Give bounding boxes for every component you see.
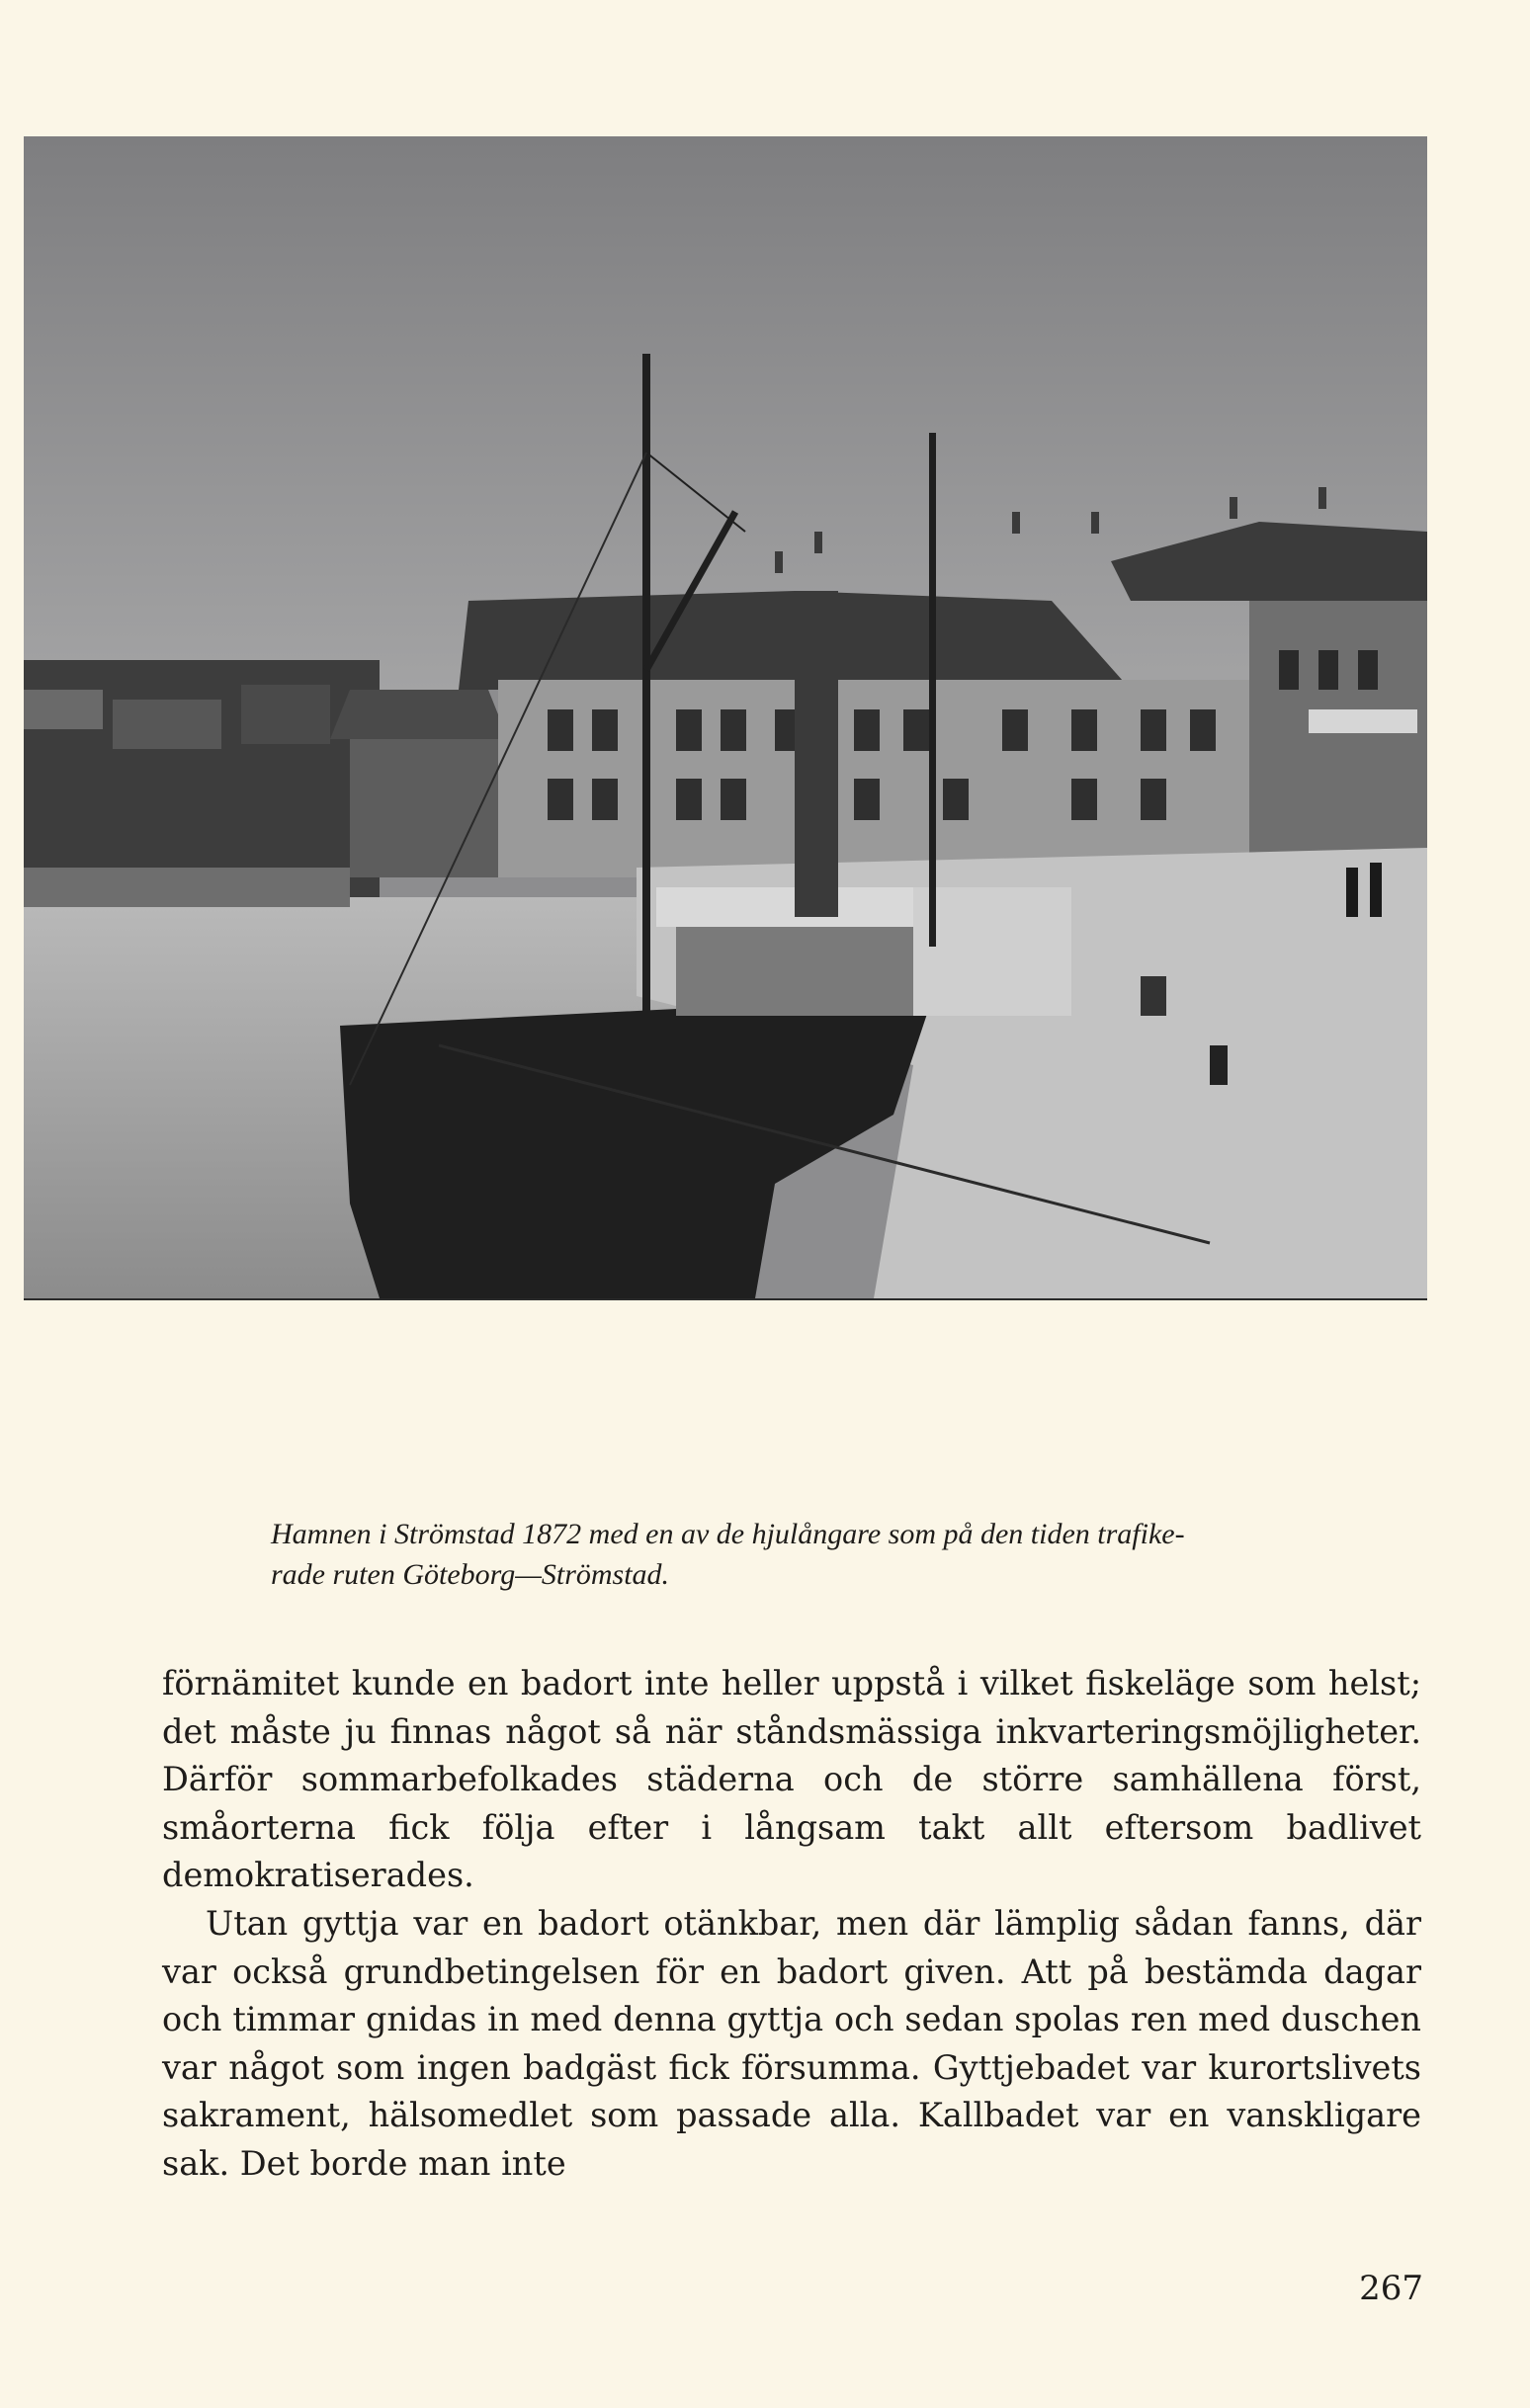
figure-caption bbox=[271, 1514, 1427, 1595]
page-number: 267 bbox=[1359, 2269, 1423, 2308]
caption-line-2: rade ruten Göteborg—Strömstad. bbox=[271, 1558, 670, 1591]
harbor-photograph-icon bbox=[24, 136, 1427, 1298]
body-text bbox=[162, 1660, 1421, 2189]
caption-line-1: Hamnen i Strömstad 1872 med en av de hjulångare som på den tiden trafike- bbox=[271, 1518, 1185, 1550]
paragraph-2: Utan gyttja var en badort otänkbar, men där lämplig sådan fanns, där var också grundbetingelsen för en badort given. Att på bestämda dagar och timmar gnidas in med denna gyttja och sedan spolas ren med duschen var något som ingen badgäst fick försumma. Gyttjebadet var kurortslivets sakrament, hälsomedlet som passade alla. Kallbadet var en vanskligare sak. Det borde man inte bbox=[162, 1903, 1421, 2183]
harbor-photograph bbox=[24, 136, 1427, 1300]
paragraph-1: förnämitet kunde en badort inte heller uppstå i vilket fiskeläge som helst; det måste ju finnas något så när ståndsmässiga inkvarteringsmöjligheter. Därför sommarbefolkades städerna och de större samhällena först, småorterna fick följa efter i långsam takt allt eftersom badlivet demokratiserades. bbox=[162, 1664, 1421, 1895]
